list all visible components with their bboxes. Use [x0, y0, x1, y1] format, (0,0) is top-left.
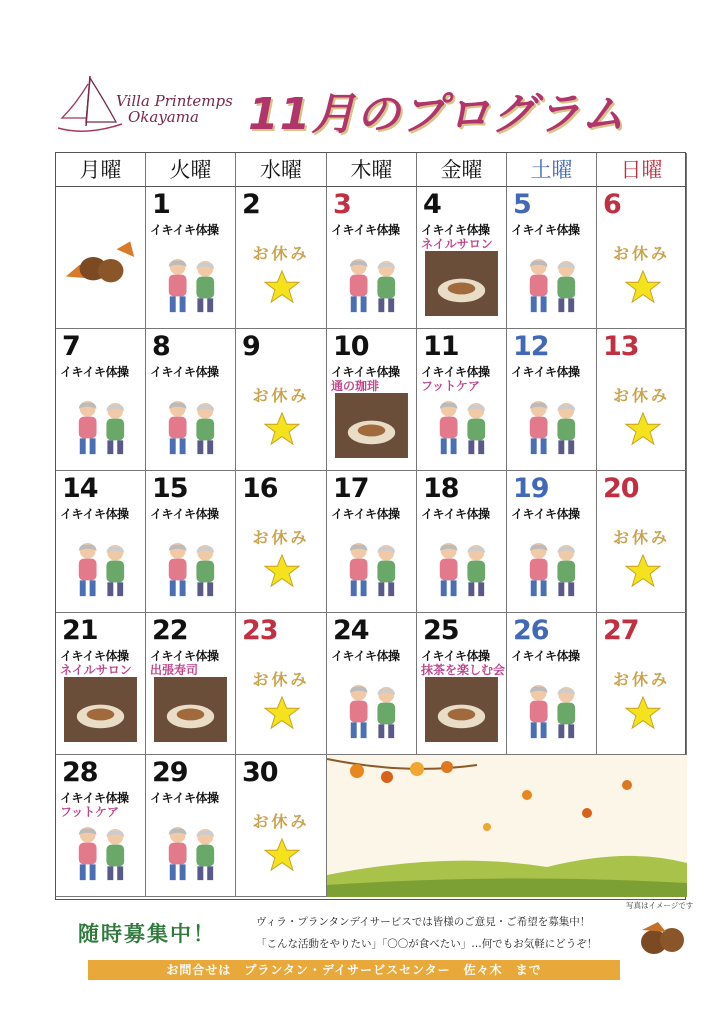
calendar-day [146, 755, 236, 897]
elderly-couple-icon [335, 251, 408, 316]
weekday-header: 木曜 [327, 153, 417, 187]
activity-label: イキイキ体操 [150, 791, 219, 805]
calendar-day [417, 187, 507, 329]
calendar-day [327, 187, 417, 329]
day-number: 21 [62, 615, 98, 646]
star-icon [263, 269, 301, 305]
day-off-label: お休み [252, 812, 310, 831]
photo-note: 写真はイメージです [626, 901, 694, 910]
day-off-label: お休み [252, 528, 310, 547]
day-number: 12 [513, 331, 549, 362]
special-event-label: 抹茶を楽しむ会 [421, 663, 506, 677]
activity-label: イキイキ体操 [60, 365, 129, 379]
calendar-day [597, 471, 687, 613]
day-number: 4 [423, 189, 441, 220]
weekday-header: 土曜 [507, 153, 597, 187]
day-number: 19 [513, 473, 549, 504]
stretching-icon [515, 393, 588, 458]
star-icon [263, 411, 301, 447]
activity-label: イキイキ体操 [511, 223, 580, 237]
calendar-day [236, 329, 327, 471]
treadmill-icon [335, 677, 408, 742]
calendar-day [507, 613, 597, 755]
calendar-day [417, 613, 507, 755]
chestnut-icon [636, 916, 688, 958]
star-icon [624, 269, 662, 305]
day-off-label: お休み [252, 244, 310, 263]
calendar-day [327, 471, 417, 613]
activity-label: イキイキ体操 [511, 365, 580, 379]
dancing-icon [335, 535, 408, 600]
weekday-header: 月曜 [56, 153, 146, 187]
calendar-day [327, 613, 417, 755]
page-title: 11月のプログラム [248, 89, 626, 140]
calendar-day [146, 329, 236, 471]
calendar-day [236, 471, 327, 613]
group-exercise-icon [64, 535, 137, 600]
day-number: 11 [423, 331, 459, 362]
calendar-day [236, 187, 327, 329]
day-number: 10 [333, 331, 369, 362]
day-number: 28 [62, 757, 98, 788]
elderly-couple-icon [154, 535, 227, 600]
activity-label: イキイキ体操 [421, 365, 490, 379]
day-number: 7 [62, 331, 80, 362]
weekday-header: 火曜 [146, 153, 236, 187]
activity-label: イキイキ体操 [421, 507, 490, 521]
calendar-day [597, 187, 687, 329]
calendar-day [146, 613, 236, 755]
activity-label: イキイキ体操 [60, 507, 129, 521]
activity-label: イキイキ体操 [150, 507, 219, 521]
walking-cane-icon [425, 535, 498, 600]
brand-logo [56, 70, 236, 140]
special-event-label: フットケア [60, 805, 119, 819]
calendar-day [507, 329, 597, 471]
activity-label: イキイキ体操 [331, 365, 400, 379]
weekday-header: 日曜 [597, 153, 687, 187]
day-number: 1 [152, 189, 170, 220]
day-number: 18 [423, 473, 459, 504]
day-number: 15 [152, 473, 188, 504]
day-number: 29 [152, 757, 188, 788]
activity-label: イキイキ体操 [511, 649, 580, 663]
chair-exercise-icon [515, 535, 588, 600]
special-event-label: 出張寿司 [150, 663, 199, 677]
day-number: 27 [603, 615, 639, 646]
contact-banner: お問合せは プランタン・デイサービスセンター 佐々木 まで [88, 960, 620, 980]
activity-label: イキイキ体操 [421, 223, 490, 237]
calendar-day [417, 471, 507, 613]
star-icon [624, 553, 662, 589]
activity-label: イキイキ体操 [331, 649, 400, 663]
day-number: 9 [242, 331, 260, 362]
brand-name: Villa Printemps [116, 92, 233, 110]
foot-care-icon [64, 819, 137, 884]
weekday-header: 金曜 [417, 153, 507, 187]
calendar-day [507, 471, 597, 613]
special-event-label: フットケア [421, 379, 480, 393]
day-number: 24 [333, 615, 369, 646]
star-icon [263, 837, 301, 873]
calendar-day [417, 329, 507, 471]
day-off-label: お休み [252, 670, 310, 689]
day-number: 16 [242, 473, 278, 504]
stretching-icon [154, 393, 227, 458]
day-off-label: お休み [252, 386, 310, 405]
chestnut-leaves-icon [62, 227, 140, 287]
matcha-photo-icon [425, 677, 498, 742]
day-number: 13 [603, 331, 639, 362]
calendar-day [146, 187, 236, 329]
day-number: 14 [62, 473, 98, 504]
activity-label: イキイキ体操 [150, 365, 219, 379]
special-event-label: ネイルサロン [421, 237, 493, 251]
calendar-day [327, 329, 417, 471]
autumn-landscape-icon [327, 755, 687, 897]
calendar-day [236, 755, 327, 897]
day-number: 23 [242, 615, 278, 646]
star-icon [263, 553, 301, 589]
walking-cane-icon [154, 819, 227, 884]
activity-label: イキイキ体操 [331, 507, 400, 521]
calendar-day [146, 471, 236, 613]
star-icon [624, 695, 662, 731]
feedback-text: ヴィラ・プランタンデイサービスでは皆様のご意見・ご希望を募集中！ [256, 916, 591, 928]
brand-location: Okayama [128, 108, 199, 126]
day-number: 5 [513, 189, 531, 220]
day-number: 6 [603, 189, 621, 220]
calendar-grid [55, 152, 686, 900]
weekday-header: 水曜 [236, 153, 327, 187]
exercise-bike-icon [154, 251, 227, 316]
day-off-label: お休み [612, 670, 670, 689]
day-number: 20 [603, 473, 639, 504]
empty-day-cell [56, 187, 146, 329]
day-number: 8 [152, 331, 170, 362]
day-number: 2 [242, 189, 260, 220]
day-number: 30 [242, 757, 278, 788]
sushi-photo-icon [154, 677, 227, 742]
calendar-day [56, 329, 146, 471]
star-icon [263, 695, 301, 731]
nail-photo-icon [425, 251, 498, 316]
coffee-photo-icon [335, 393, 408, 458]
day-number: 17 [333, 473, 369, 504]
day-number: 26 [513, 615, 549, 646]
activity-label: イキイキ体操 [150, 223, 219, 237]
activity-label: イキイキ体操 [511, 507, 580, 521]
day-number: 3 [333, 189, 351, 220]
calendar-day [56, 755, 146, 897]
day-number: 22 [152, 615, 188, 646]
activity-label: イキイキ体操 [421, 649, 490, 663]
request-text: 「こんな活動をやりたい」「〇〇が食べたい」…何でもお気軽にどうぞ！ [256, 938, 598, 950]
calendar-day [236, 613, 327, 755]
activity-label: イキイキ体操 [150, 649, 219, 663]
treadmill-icon [515, 677, 588, 742]
activity-label: イキイキ体操 [60, 649, 129, 663]
recruit-heading: 随時募集中！ [78, 922, 216, 946]
activity-label: イキイキ体操 [331, 223, 400, 237]
calendar-day [597, 613, 687, 755]
foot-care-icon [425, 393, 498, 458]
group-exercise-icon [515, 251, 588, 316]
special-event-label: 通の珈琲 [331, 379, 380, 393]
day-off-label: お休み [612, 244, 670, 263]
special-event-label: ネイルサロン [60, 663, 132, 677]
calendar-day [56, 613, 146, 755]
star-icon [624, 411, 662, 447]
nail-photo-icon [64, 677, 137, 742]
day-off-label: お休み [612, 528, 670, 547]
day-off-label: お休み [612, 386, 670, 405]
calendar-day [507, 187, 597, 329]
calendar-day [56, 471, 146, 613]
day-number: 25 [423, 615, 459, 646]
activity-label: イキイキ体操 [60, 791, 129, 805]
group-exercise-icon [64, 393, 137, 458]
calendar-day [597, 329, 687, 471]
